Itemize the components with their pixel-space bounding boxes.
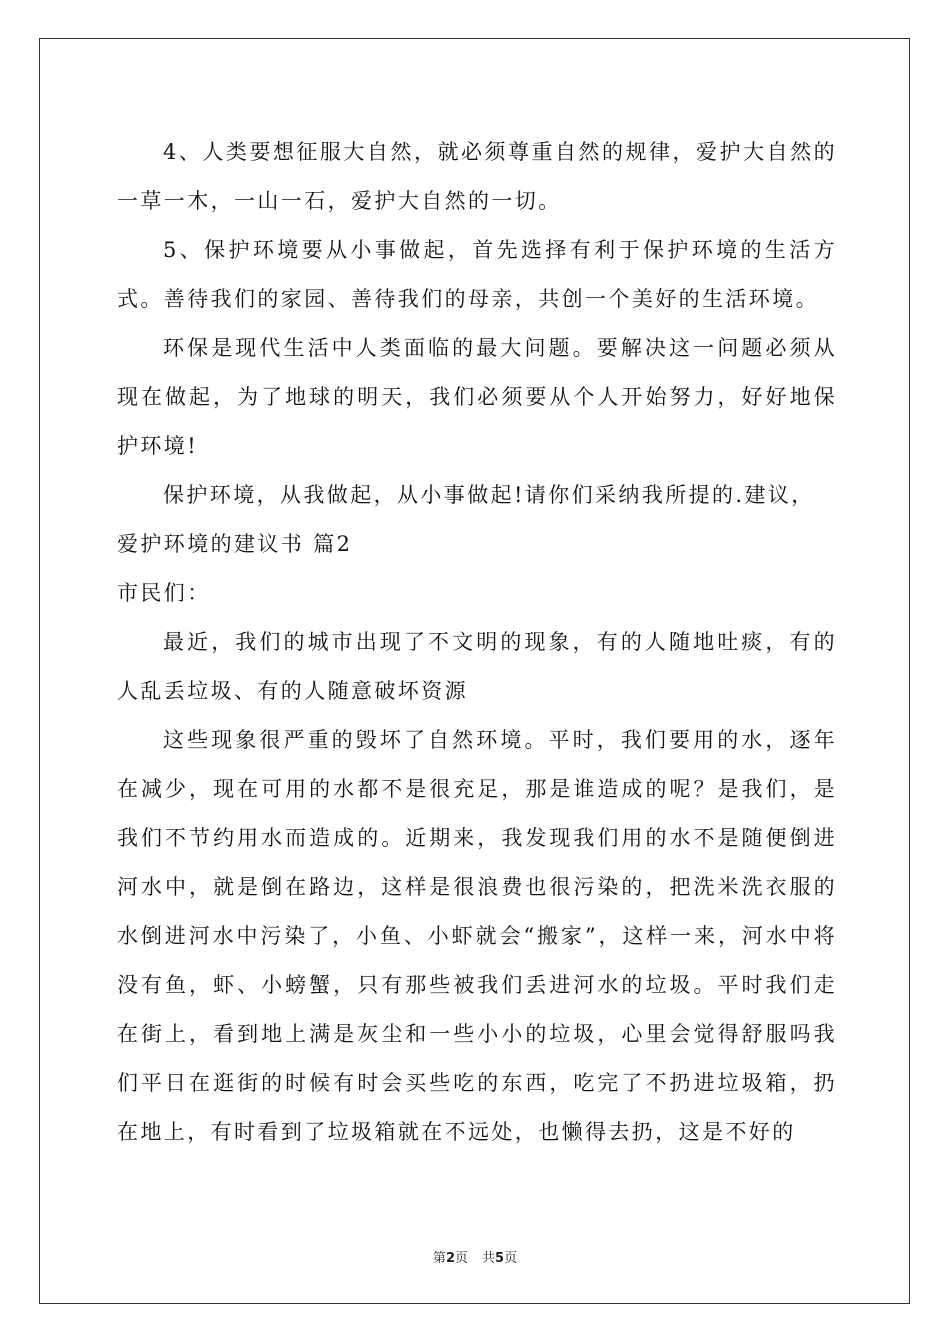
paragraph-item-4: 4、人类要想征服大自然，就必须尊重自然的规律，爱护大自然的一草一木，一山一石，爱护大自然的一切。 (117, 140, 837, 213)
page-number-suffix: 页 (454, 1251, 468, 1266)
salutation: 市民们： (117, 581, 211, 605)
paragraph-water-pollution: 这些现象很严重的毁坏了自然环境。平时，我们要用的水，逐年在减少，现在可用的水都不是很充足，那是谁造成的呢？是我们，是我们不节约用水而造成的。近期来，我发现我们用的水不是随便倒进河水中，就是倒在路边，这样是很浪费也很污染的，把洗米洗衣服的水倒进河水中污染了，小鱼、小虾就会“搬家”，这样一来，河水中将没有鱼，虾、小螃蟹，只有那些被我们丢进河水的垃圾。平时我们走在街上，看到地上满是灰尘和一些小小的垃圾，心里会觉得舒服吗我们平日在逛街的时候有时会买些吃的东西，吃完了不扔进垃圾箱，扔在地上，有时看到了垃圾箱就在不远处，也懒得去扔，这是不好的 (117, 728, 837, 1144)
paragraph-closing-call: 保护环境，从我做起，从小事做起!请你们采纳我所提的.建议， (163, 483, 815, 507)
page-number-prefix: 第 (432, 1251, 446, 1266)
page-footer (0, 1247, 950, 1266)
total-pages-suffix: 页 (504, 1251, 518, 1266)
section-heading: 爱护环境的建议书 篇2 (117, 532, 353, 556)
paragraph-item-5: 5、保护环境要从小事做起，首先选择有利于保护环境的生活方式。善待我们的家园、善待我们的母亲，共创一个美好的生活环境。 (117, 238, 837, 311)
page-number-current: 2 (445, 1251, 455, 1266)
document-body (117, 128, 837, 1157)
paragraph-uncivilized-phenomena: 最近，我们的城市出现了不文明的现象，有的人随地吐痰，有的人乱丢垃圾、有的人随意破坏资源 (117, 630, 837, 703)
paragraph-environment-problem: 环保是现代生活中人类面临的最大问题。要解决这一问题必须从现在做起，为了地球的明天，我们必须要从个人开始努力，好好地保护环境! (117, 336, 837, 458)
total-pages-prefix: 共 (482, 1251, 496, 1266)
total-pages-count: 5 (495, 1251, 505, 1266)
